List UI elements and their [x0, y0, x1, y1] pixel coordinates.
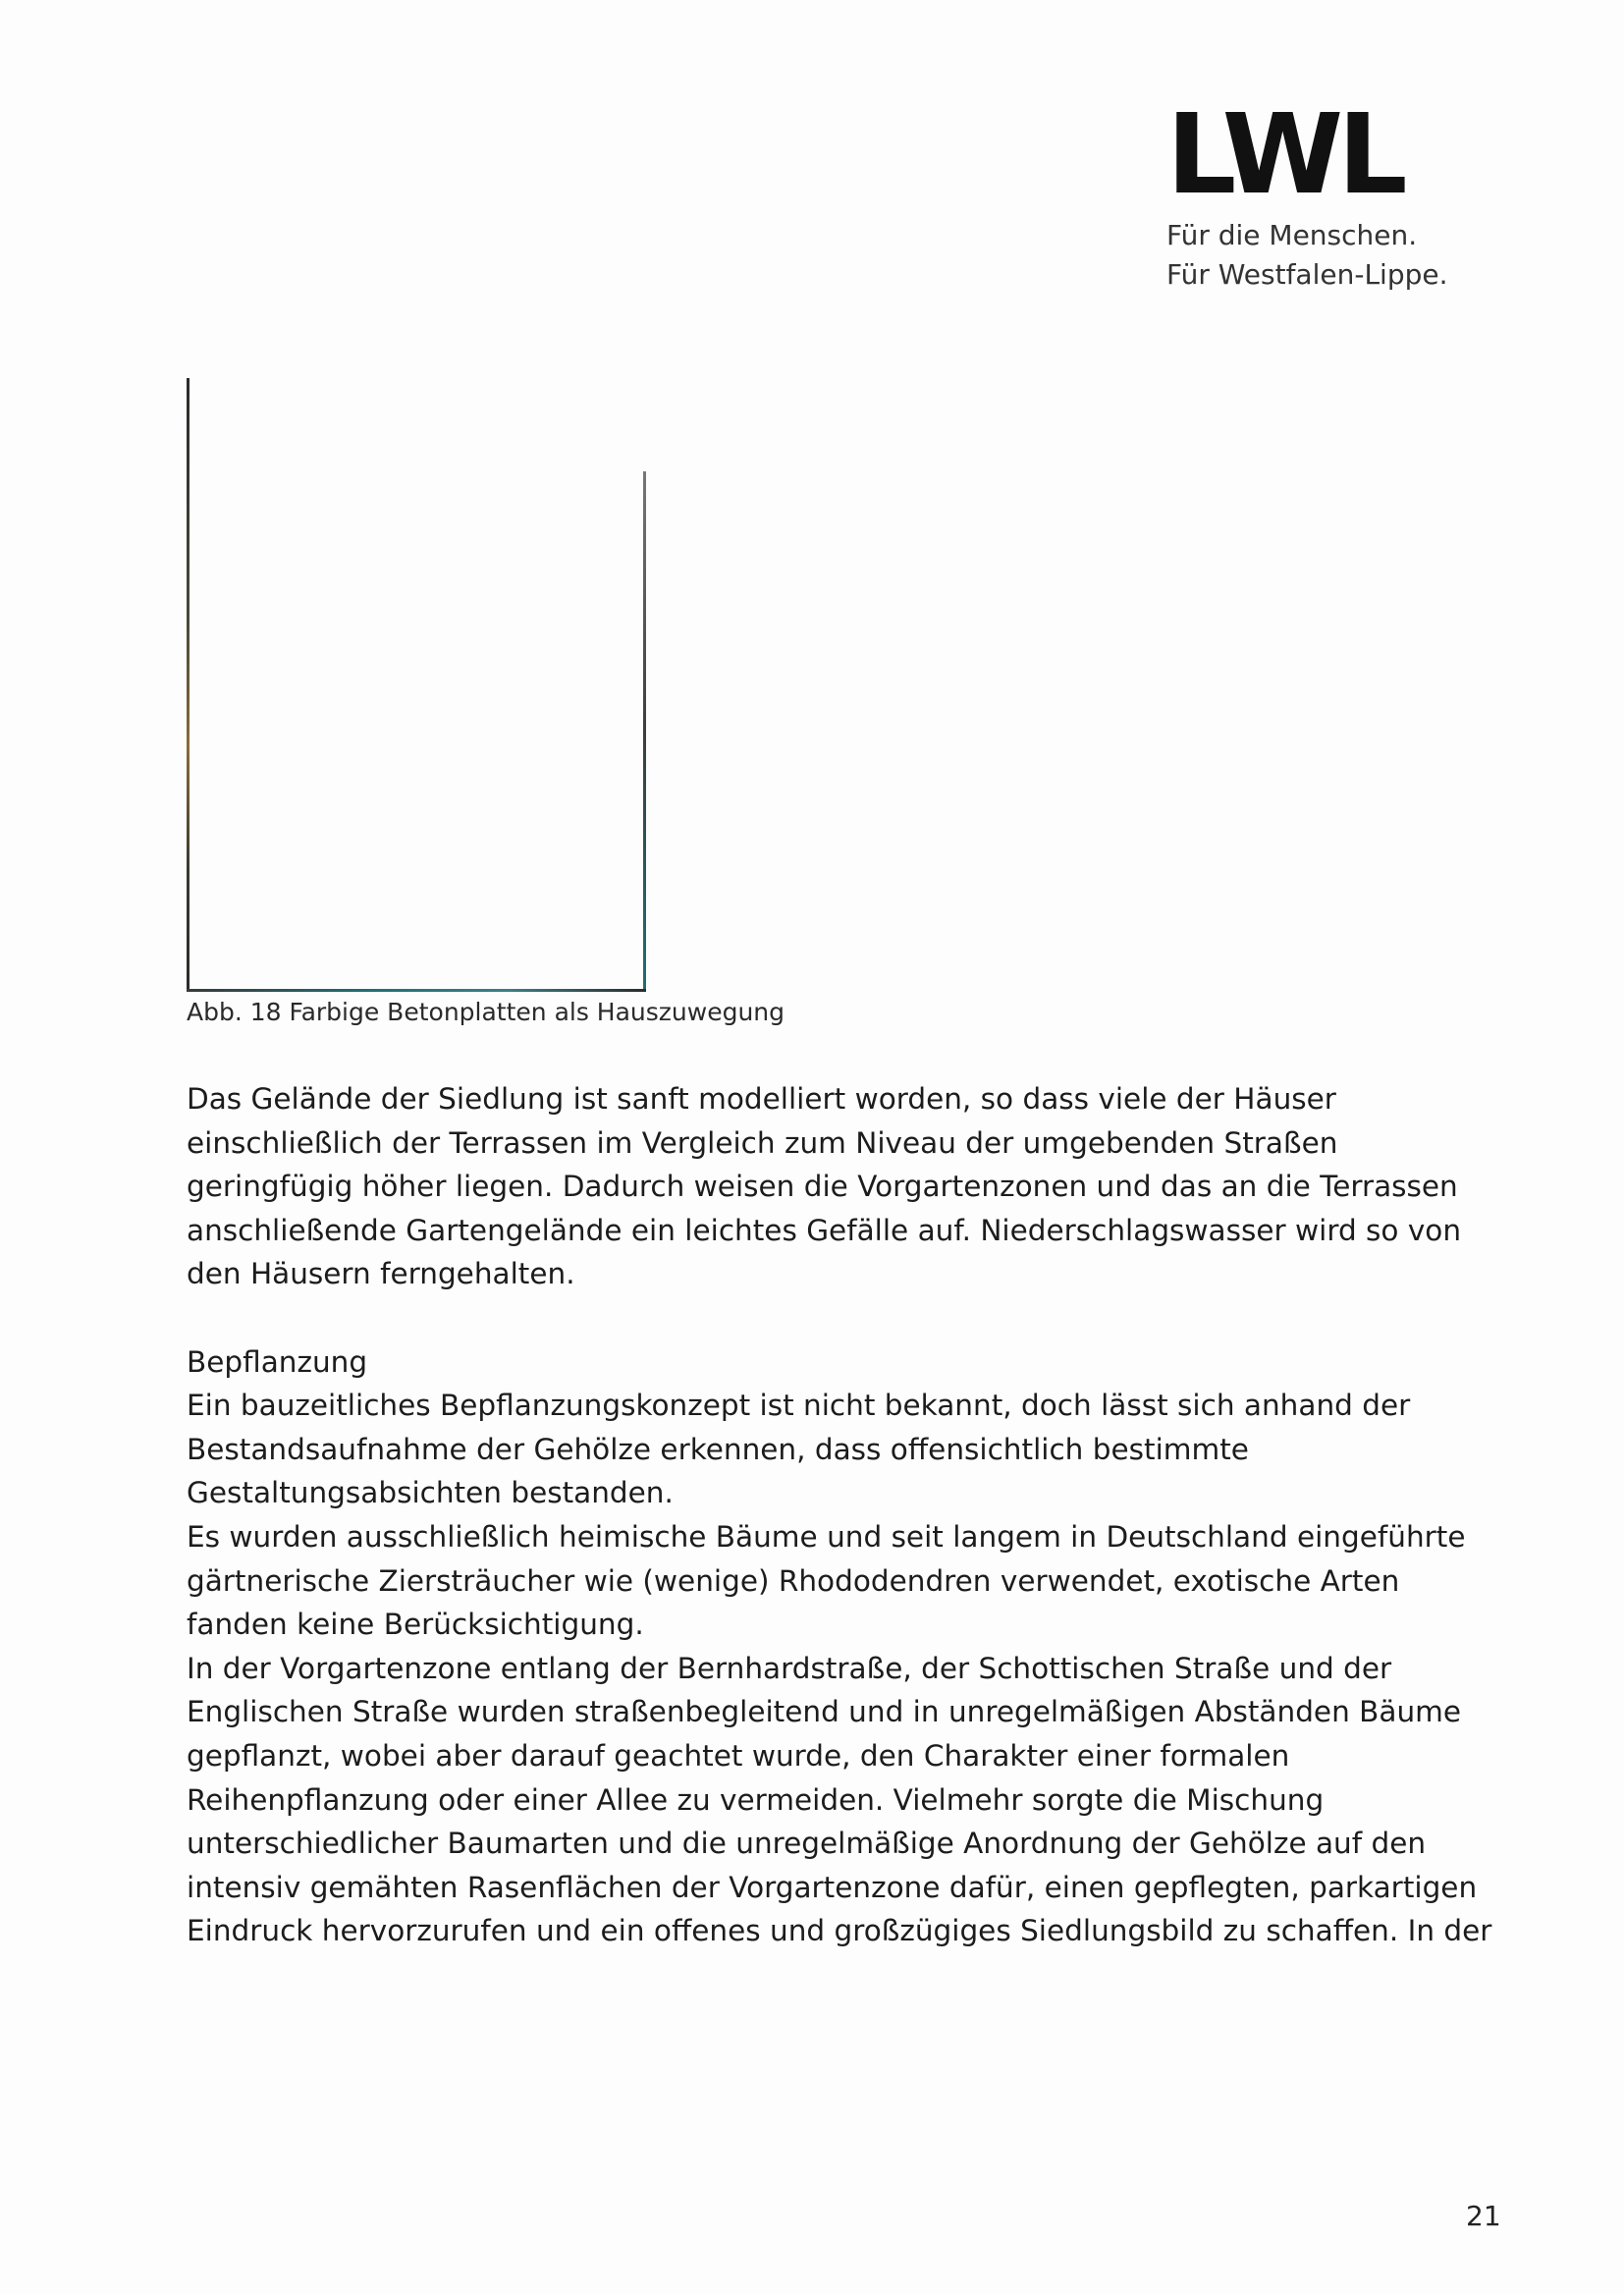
figure-frame-edge-right — [643, 471, 646, 992]
section-heading: Bepflanzung — [187, 1344, 368, 1379]
figure-frame-edge-left — [187, 378, 189, 992]
figure-photo-frame — [187, 378, 646, 992]
figure-frame-edge-bottom — [187, 989, 646, 992]
logo-wordmark: LWL — [1166, 91, 1402, 219]
logo-tagline — [1166, 216, 1481, 295]
paragraph-native-trees: Es wurden ausschließlich heimische Bäume und seit langem in Deutschland eingeführte gärtnerische Ziersträucher wie (wenige) Rhododendren verwendet, exotische Arten fanden keine Berücksichtigung. — [187, 1519, 1466, 1642]
page-number: 21 — [1466, 2200, 1501, 2232]
paragraph-spacer — [187, 1296, 1507, 1340]
lwl-logo — [1166, 91, 1481, 295]
paragraph-planting-concept: Ein bauzeitliches Bepflanzungskonzept ist nicht bekannt, doch lässt sich anhand der Bestandsaufnahme der Gehölze erkennen, dass offensichtlich bestimmte Gestaltungsabsichten bestanden. — [187, 1389, 1411, 1510]
paragraph-terrain: Das Gelände der Siedlung ist sanft modelliert worden, so dass viele der Häuser einschließlich der Terrassen im Vergleich zum Niveau der umgebenden Straßen geringfügig höher liegen. Dadurch weisen die Vorgartenzonen und das an die Terrassen anschließende Gartengelände ein leichtes Gefälle auf. Niederschlagswasser wird so von den Häusern ferngehalten. — [187, 1082, 1462, 1291]
figure-caption: Abb. 18 Farbige Betonplatten als Hauszuwegung — [187, 998, 785, 1026]
paragraph-front-garden: In der Vorgartenzone entlang der Bernhardstraße, der Schottischen Straße und der Englischen Straße wurden straßenbegleitend und in unregelmäßigen Abständen Bäume gepflanzt, wobei aber darauf geachtet wurde, den Charakter einer formalen Reihenpflanzung oder einer Allee zu vermeiden. Vielmehr sorgte die Mischung unterschiedlicher Baumarten und die unregelmäßige Anordnung der Gehölze auf den intensiv gemähten Rasenflächen der Vorgartenzone dafür, einen gepflegten, parkartigen Eindruck hervorzurufen und ein offenes und großzügiges Siedlungsbild zu schaffen. In der — [187, 1651, 1492, 1948]
tagline-line-1: Für die Menschen. — [1166, 219, 1418, 251]
tagline-line-2: Für Westfalen-Lippe. — [1166, 258, 1448, 291]
body-text — [187, 1077, 1507, 1953]
